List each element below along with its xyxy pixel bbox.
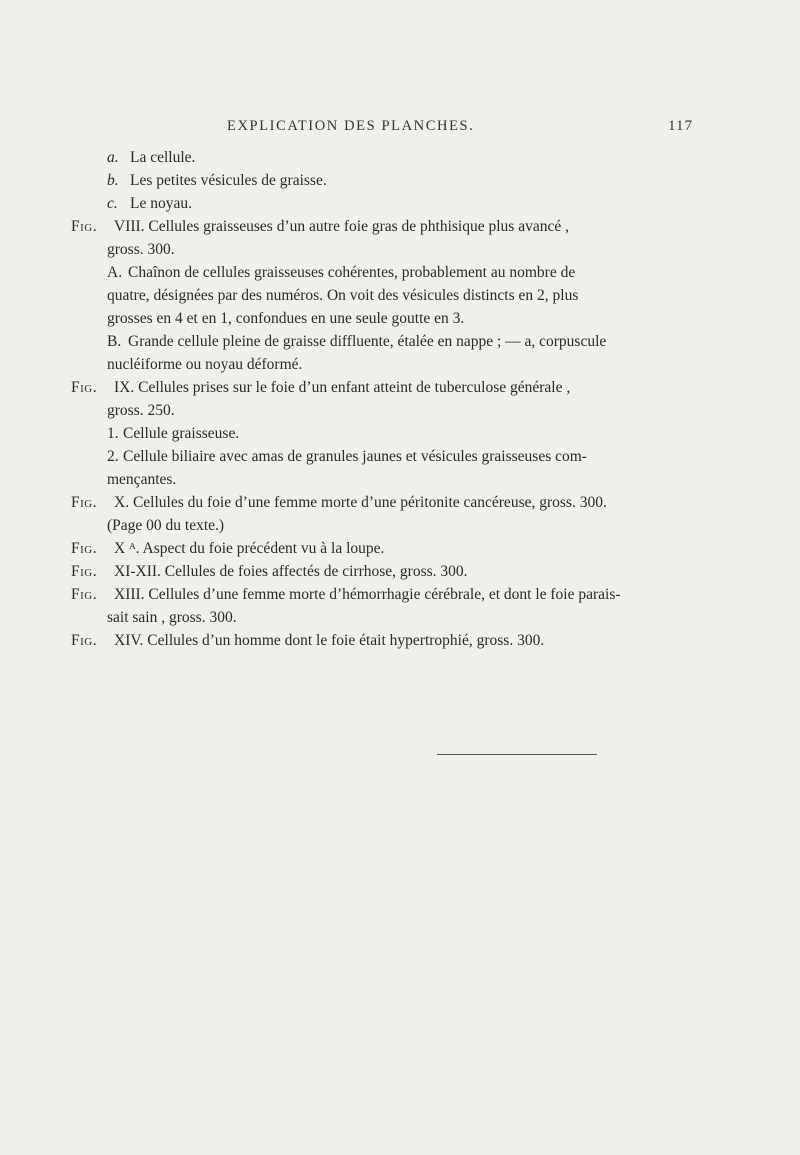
text-line [0,583,800,606]
text-line [0,146,800,169]
line-text: quatre, désignées par des numéros. On voit des vésicules distincts en 2, plus [107,287,579,304]
text-line [0,376,800,399]
figure-label: Fig. [71,563,98,580]
line-text: (Page 00 du texte.) [107,517,225,534]
running-header [0,118,800,138]
line-text: Chaînon de cellules graisseuses cohérentes, probablement au nombre de [128,264,576,281]
text-line [0,284,800,307]
figure-label: Fig. [71,540,98,557]
text-line [0,514,800,537]
line-text: XIII. Cellules d’une femme morte d’hémorrhagie cérébrale, et dont le foie parais- [114,586,621,603]
item-label: 1. [107,425,119,442]
end-rule [437,754,597,755]
line-text: grosses en 4 et en 1, confondues en une seule goutte en 3. [107,310,465,327]
line-text: X ᴬ. Aspect du foie précédent vu à la loupe. [114,540,385,557]
line-text: gross. 300. [107,241,175,258]
line-text: IX. Cellules prises sur le foie d’un enfant atteint de tuberculose générale , [114,379,571,396]
line-text: La cellule. [130,149,196,166]
text-line [0,169,800,192]
line-text: XIV. Cellules d’un homme dont le foie était hypertrophié, gross. 300. [114,632,545,649]
item-label: 2. [107,448,119,465]
item-label: A. [107,264,123,281]
plate-explanations [0,146,800,652]
text-line [0,261,800,284]
text-line [0,606,800,629]
line-text: gross. 250. [107,402,175,419]
item-label: b. [107,172,119,189]
header-title: EXPLICATION DES PLANCHES. [227,118,475,134]
text-line [0,445,800,468]
text-line [0,560,800,583]
text-line [0,215,800,238]
text-line [0,353,800,376]
figure-label: Fig. [71,218,98,235]
text-line [0,238,800,261]
text-line [0,537,800,560]
item-label: c. [107,195,118,212]
line-text: Grande cellule pleine de graisse diffluente, étalée en nappe ; — a, corpuscule [128,333,607,350]
line-text: Le noyau. [130,195,192,212]
text-line [0,399,800,422]
line-text: VIII. Cellules graisseuses d’un autre foie gras de phthisique plus avancé , [114,218,569,235]
figure-label: Fig. [71,494,98,511]
line-text: Cellule biliaire avec amas de granules jaunes et vésicules graisseuses com- [123,448,587,465]
line-text: sait sain , gross. 300. [107,609,237,626]
text-line [0,192,800,215]
line-text: nucléiforme ou noyau déformé. [107,356,303,373]
line-text: Cellule graisseuse. [123,425,240,442]
item-label: B. [107,333,122,350]
text-line [0,491,800,514]
line-text: X. Cellules du foie d’une femme morte d’une péritonite cancéreuse, gross. 300. [114,494,607,511]
text-line [0,307,800,330]
item-label: a. [107,149,119,166]
figure-label: Fig. [71,586,98,603]
text-line [0,629,800,652]
text-line [0,422,800,445]
line-text: Les petites vésicules de graisse. [130,172,327,189]
figure-label: Fig. [71,379,98,396]
text-line [0,468,800,491]
page-number: 117 [668,118,693,134]
line-text: XI-XII. Cellules de foies affectés de cirrhose, gross. 300. [114,563,468,580]
text-line [0,330,800,353]
line-text: mençantes. [107,471,177,488]
figure-label: Fig. [71,632,98,649]
